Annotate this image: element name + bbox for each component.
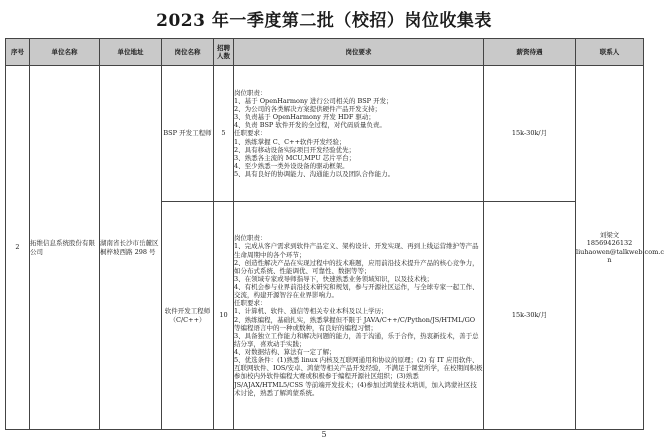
position-count: 5 bbox=[214, 66, 234, 202]
row-index: 2 bbox=[6, 66, 30, 430]
requirement-line: 3、具备独立工作能力和解决问题的能力，善于沟通，乐于合作，热衷新技术，善于总结分享，喜欢动手实践； bbox=[234, 331, 479, 348]
position-requirements bbox=[234, 202, 484, 430]
position-count: 10 bbox=[214, 202, 234, 430]
requirement-line: 3、熟悉各主流的 MCU,MPU 芯片平台； bbox=[234, 153, 356, 162]
header-position: 岗位名称 bbox=[162, 39, 214, 66]
header-index: 序号 bbox=[6, 39, 30, 66]
requirement-line: 4、有机会参与业界前沿技术研究和规划，参与开源社区运作，与全球专家一起工作、交流，构建开源智谷在业界影响力。 bbox=[234, 283, 479, 300]
requirement-line: 1、熟练掌握 C、C++软件开发经验； bbox=[234, 137, 346, 146]
company-name: 拓维信息系统股份有限公司 bbox=[30, 66, 100, 430]
contact-email-tail: n bbox=[607, 255, 612, 264]
position-name: 软件开发工程师（C/C++） bbox=[162, 202, 214, 430]
requirement-line: 2、创造性解决产品在实现过程中的技术难题，应用前沿技术提升产品的核心竞争力，如分布式系统、性能调优、可靠性、数据等等； bbox=[234, 258, 479, 275]
table-header-row bbox=[6, 39, 644, 66]
contact-phone: 18569426132 bbox=[586, 239, 633, 248]
requirement-line: 2、熟练编程，基础扎实，熟悉掌握但不限于 JAVA/C++/C/Python/JS/HTML/GO 等编程语言中的一种或数种，有良好的编程习惯； bbox=[234, 315, 476, 332]
requirement-line: 岗位职责： bbox=[234, 88, 267, 97]
requirement-line: 4、对数据结构、算法有一定了解； bbox=[234, 348, 336, 356]
requirement-line: 2、具有移动设备实际项目开发经验优先； bbox=[234, 145, 356, 154]
requirement-line: 5、具有良好的协调能力、沟通能力以及团队合作能力。 bbox=[234, 170, 395, 179]
job-table bbox=[5, 38, 664, 430]
requirement-line: 4、至少熟悉一类外设设备的驱动框架。 bbox=[234, 161, 349, 170]
requirement-line: 任职要求： bbox=[234, 299, 267, 308]
requirement-line: 2、为公司的各类解决方案提供硬件产品开发支持； bbox=[234, 105, 382, 114]
header-contact: 联系人 bbox=[576, 39, 644, 66]
header-company: 单位名称 bbox=[30, 39, 100, 66]
page-number: 5 bbox=[321, 430, 327, 439]
header-address: 单位地址 bbox=[100, 39, 162, 66]
header-count: 招聘人数 bbox=[214, 39, 234, 66]
company-address: 湖南省长沙市岳麓区桐梓坡西路 298 号 bbox=[100, 66, 162, 430]
contact-cell bbox=[576, 66, 664, 430]
position-salary: 15k-30k/月 bbox=[484, 202, 576, 430]
requirement-line: 3、在领域专家或导师指导下，快速熟悉业务领域知识，以及技术栈； bbox=[234, 274, 434, 283]
contact-email: liuhaowen@talkweb.com.c bbox=[576, 247, 664, 256]
page-title: 2023 年一季度第二批（校招）岗位收集表 bbox=[156, 11, 492, 31]
requirement-line: 1、完成从客户需求到软件产品定义、架构设计、开发实现、再到上线运营维护等产品生命周期中的各个环节； bbox=[234, 242, 479, 259]
requirement-line: 3、负责基于 OpenHarmony 开发 HDF 驱动； bbox=[234, 113, 375, 122]
requirement-line: 4、负责 BSP 软件开发的全过程，对代码质量负责。 bbox=[234, 121, 386, 130]
requirement-line: 任职要求： bbox=[234, 129, 267, 138]
requirement-line: 5、优选条件：(1)熟悉 linux 内核及互联网通用和协议的原理；(2) 有 IT 应用软件、互联网软件、IOS/安卓、鸿蒙等相关产品开发经验，不满足于课堂所学，在校期间积极参加校内外软件编程大赛或积极参于编程开源社区组织；(3)熟悉 JS/AJAX/HTML5/CSS 等前端开发技术；(4)参加过鸿蒙技术培训，加入鸿蒙社区技术讨论，熟悉了解鸿蒙系统。 bbox=[234, 356, 483, 397]
position-requirements bbox=[234, 66, 484, 202]
position-salary: 15k-30k/月 bbox=[484, 66, 576, 202]
requirement-line: 1、计算机、软件、通信等相关专业本科及以上学历； bbox=[234, 307, 388, 316]
requirement-line: 1、基于 OpenHarmony 进行公司相关的 BSP 开发； bbox=[234, 96, 393, 105]
header-salary: 薪资待遇 bbox=[484, 39, 576, 66]
header-requirements: 岗位要求 bbox=[234, 39, 484, 66]
contact-name: 刘梁文 bbox=[599, 231, 620, 240]
position-name: BSP 开发工程师 bbox=[162, 66, 214, 202]
table-row bbox=[6, 66, 644, 202]
requirement-line: 岗位职责： bbox=[234, 234, 267, 243]
